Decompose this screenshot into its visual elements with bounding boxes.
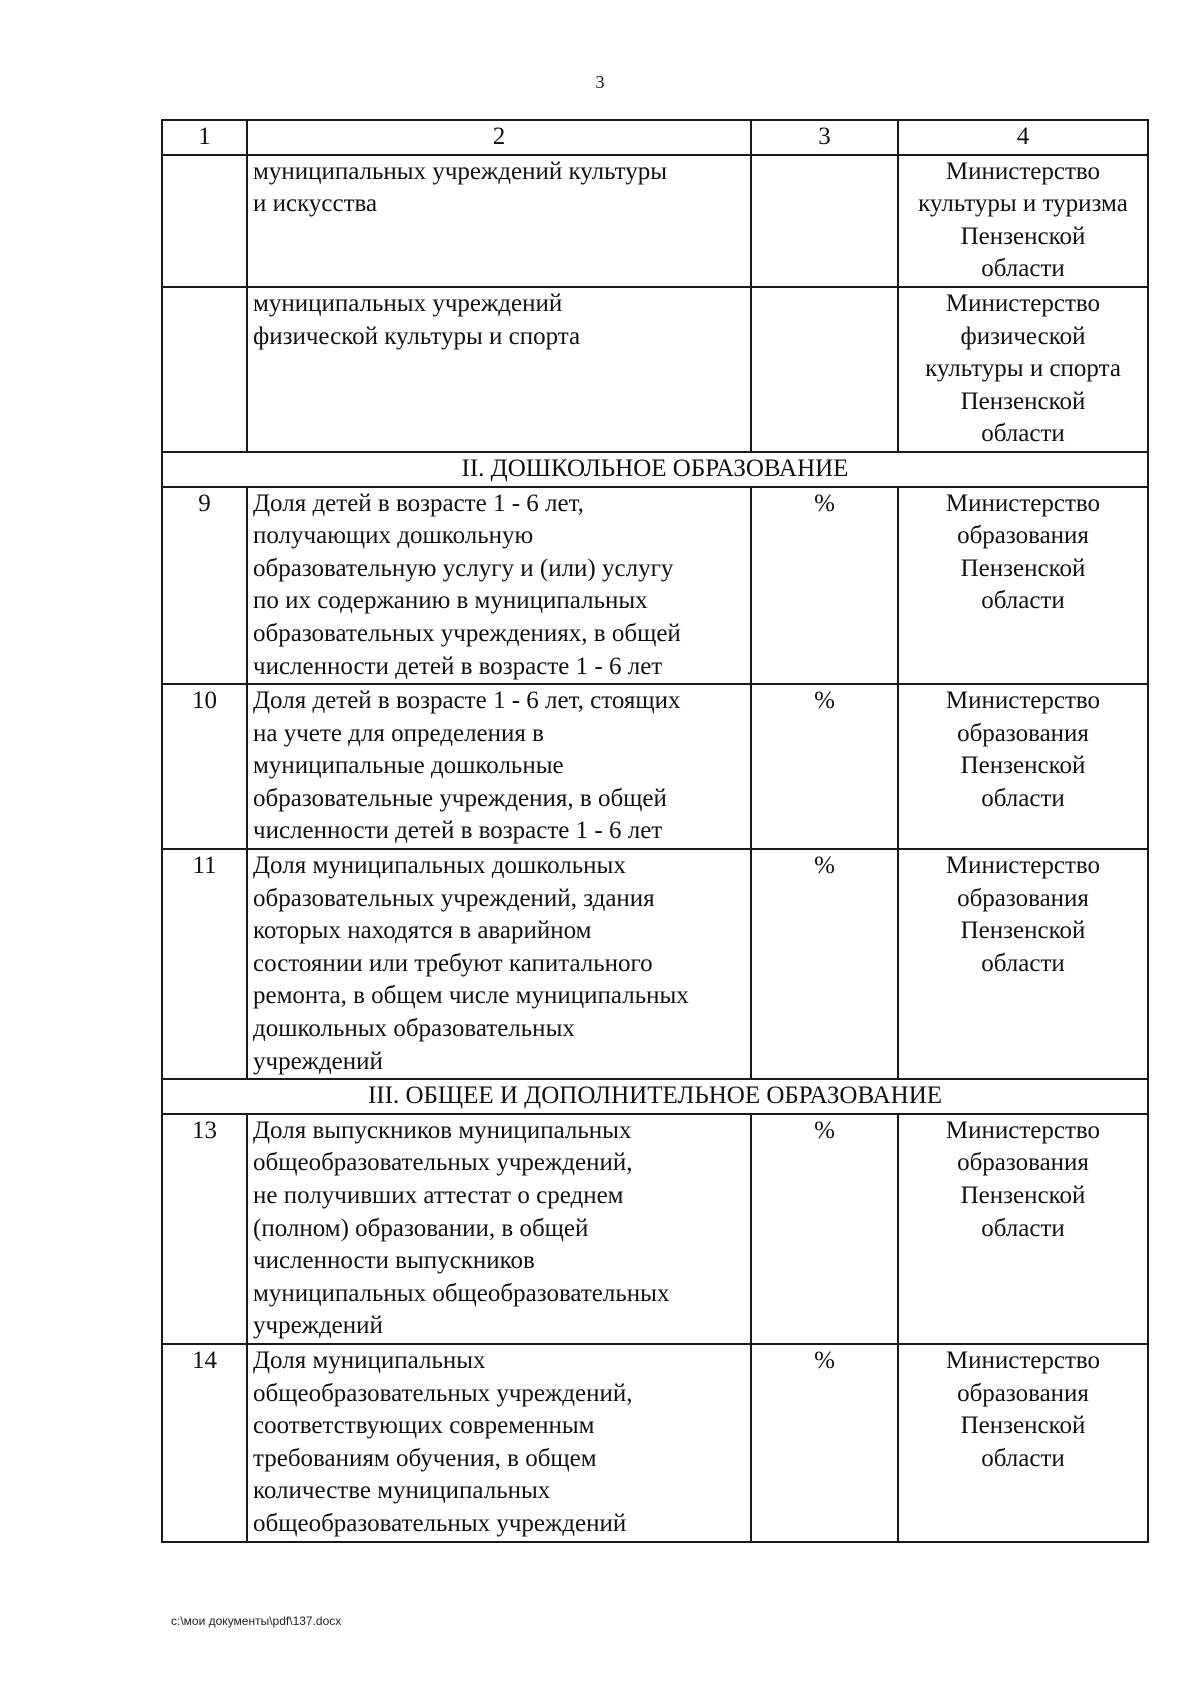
- indicators-table: [161, 119, 1149, 1543]
- section-title: III. ОБЩЕЕ И ДОПОЛНИТЕЛЬНОЕ ОБРАЗОВАНИЕ: [162, 1079, 1148, 1114]
- table-row: [162, 287, 1148, 452]
- responsible-body: Министерство физической культуры и спорта Пензенской области: [898, 287, 1148, 452]
- indicator-name: муниципальных учреждений культуры и искусства: [247, 155, 751, 287]
- section-title: II. ДОШКОЛЬНОЕ ОБРАЗОВАНИЕ: [162, 452, 1148, 487]
- row-number: 11: [162, 849, 247, 1079]
- header-col-2: 2: [247, 120, 751, 155]
- row-number: [162, 287, 247, 452]
- unit-of-measure: %: [751, 487, 898, 685]
- unit-of-measure: %: [751, 1344, 898, 1542]
- responsible-body: Министерство образования Пензенской области: [898, 1114, 1148, 1344]
- responsible-body: Министерство образования Пензенской области: [898, 684, 1148, 849]
- footer-file-path: c:\мои документы\pdf\137.docx: [171, 1614, 342, 1628]
- table-row: [162, 1114, 1148, 1344]
- table-row: [162, 487, 1148, 685]
- unit-of-measure: %: [751, 849, 898, 1079]
- unit-of-measure: [751, 155, 898, 287]
- row-number: 10: [162, 684, 247, 849]
- row-number: 14: [162, 1344, 247, 1542]
- responsible-body: Министерство образования Пензенской области: [898, 1344, 1148, 1542]
- responsible-body: Министерство культуры и туризма Пензенской области: [898, 155, 1148, 287]
- page-number: 3: [595, 72, 605, 92]
- header-col-4: 4: [898, 120, 1148, 155]
- header-col-3: 3: [751, 120, 898, 155]
- row-number: [162, 155, 247, 287]
- indicator-name: Доля детей в возрасте 1 - 6 лет, стоящих на учете для определения в муниципальные дошкольные образовательные учреждения, в общей численности детей в возрасте 1 - 6 лет: [247, 684, 751, 849]
- header-col-1: 1: [162, 120, 247, 155]
- indicator-name: Доля муниципальных дошкольных образовательных учреждений, здания которых находятся в аварийном состоянии или требуют капитального ремонта, в общем числе муниципальных дошкольных образовательных учреждений: [247, 849, 751, 1079]
- responsible-body: Министерство образования Пензенской области: [898, 487, 1148, 685]
- section-row: [162, 1079, 1148, 1114]
- indicator-name: Доля муниципальных общеобразовательных учреждений, соответствующих современным требованиям обучения, в общем количестве муниципальных общеобразовательных учреждений: [247, 1344, 751, 1542]
- indicator-name: Доля детей в возрасте 1 - 6 лет, получающих дошкольную образовательную услугу и (или) услугу по их содержанию в муниципальных образовательных учреждениях, в общей численности детей в возрасте 1 - 6 лет: [247, 487, 751, 685]
- table-header-row: [162, 120, 1148, 155]
- indicator-name: Доля выпускников муниципальных общеобразовательных учреждений, не получивших аттестат о среднем (полном) образовании, в общей численности выпускников муниципальных общеобразовательных учреждений: [247, 1114, 751, 1344]
- unit-of-measure: %: [751, 684, 898, 849]
- section-row: [162, 452, 1148, 487]
- unit-of-measure: [751, 287, 898, 452]
- table-row: [162, 1344, 1148, 1542]
- table-row: [162, 849, 1148, 1079]
- table-row: [162, 684, 1148, 849]
- table-row: [162, 155, 1148, 287]
- row-number: 13: [162, 1114, 247, 1344]
- indicator-name: муниципальных учреждений физической культуры и спорта: [247, 287, 751, 452]
- responsible-body: Министерство образования Пензенской области: [898, 849, 1148, 1079]
- row-number: 9: [162, 487, 247, 685]
- unit-of-measure: %: [751, 1114, 898, 1344]
